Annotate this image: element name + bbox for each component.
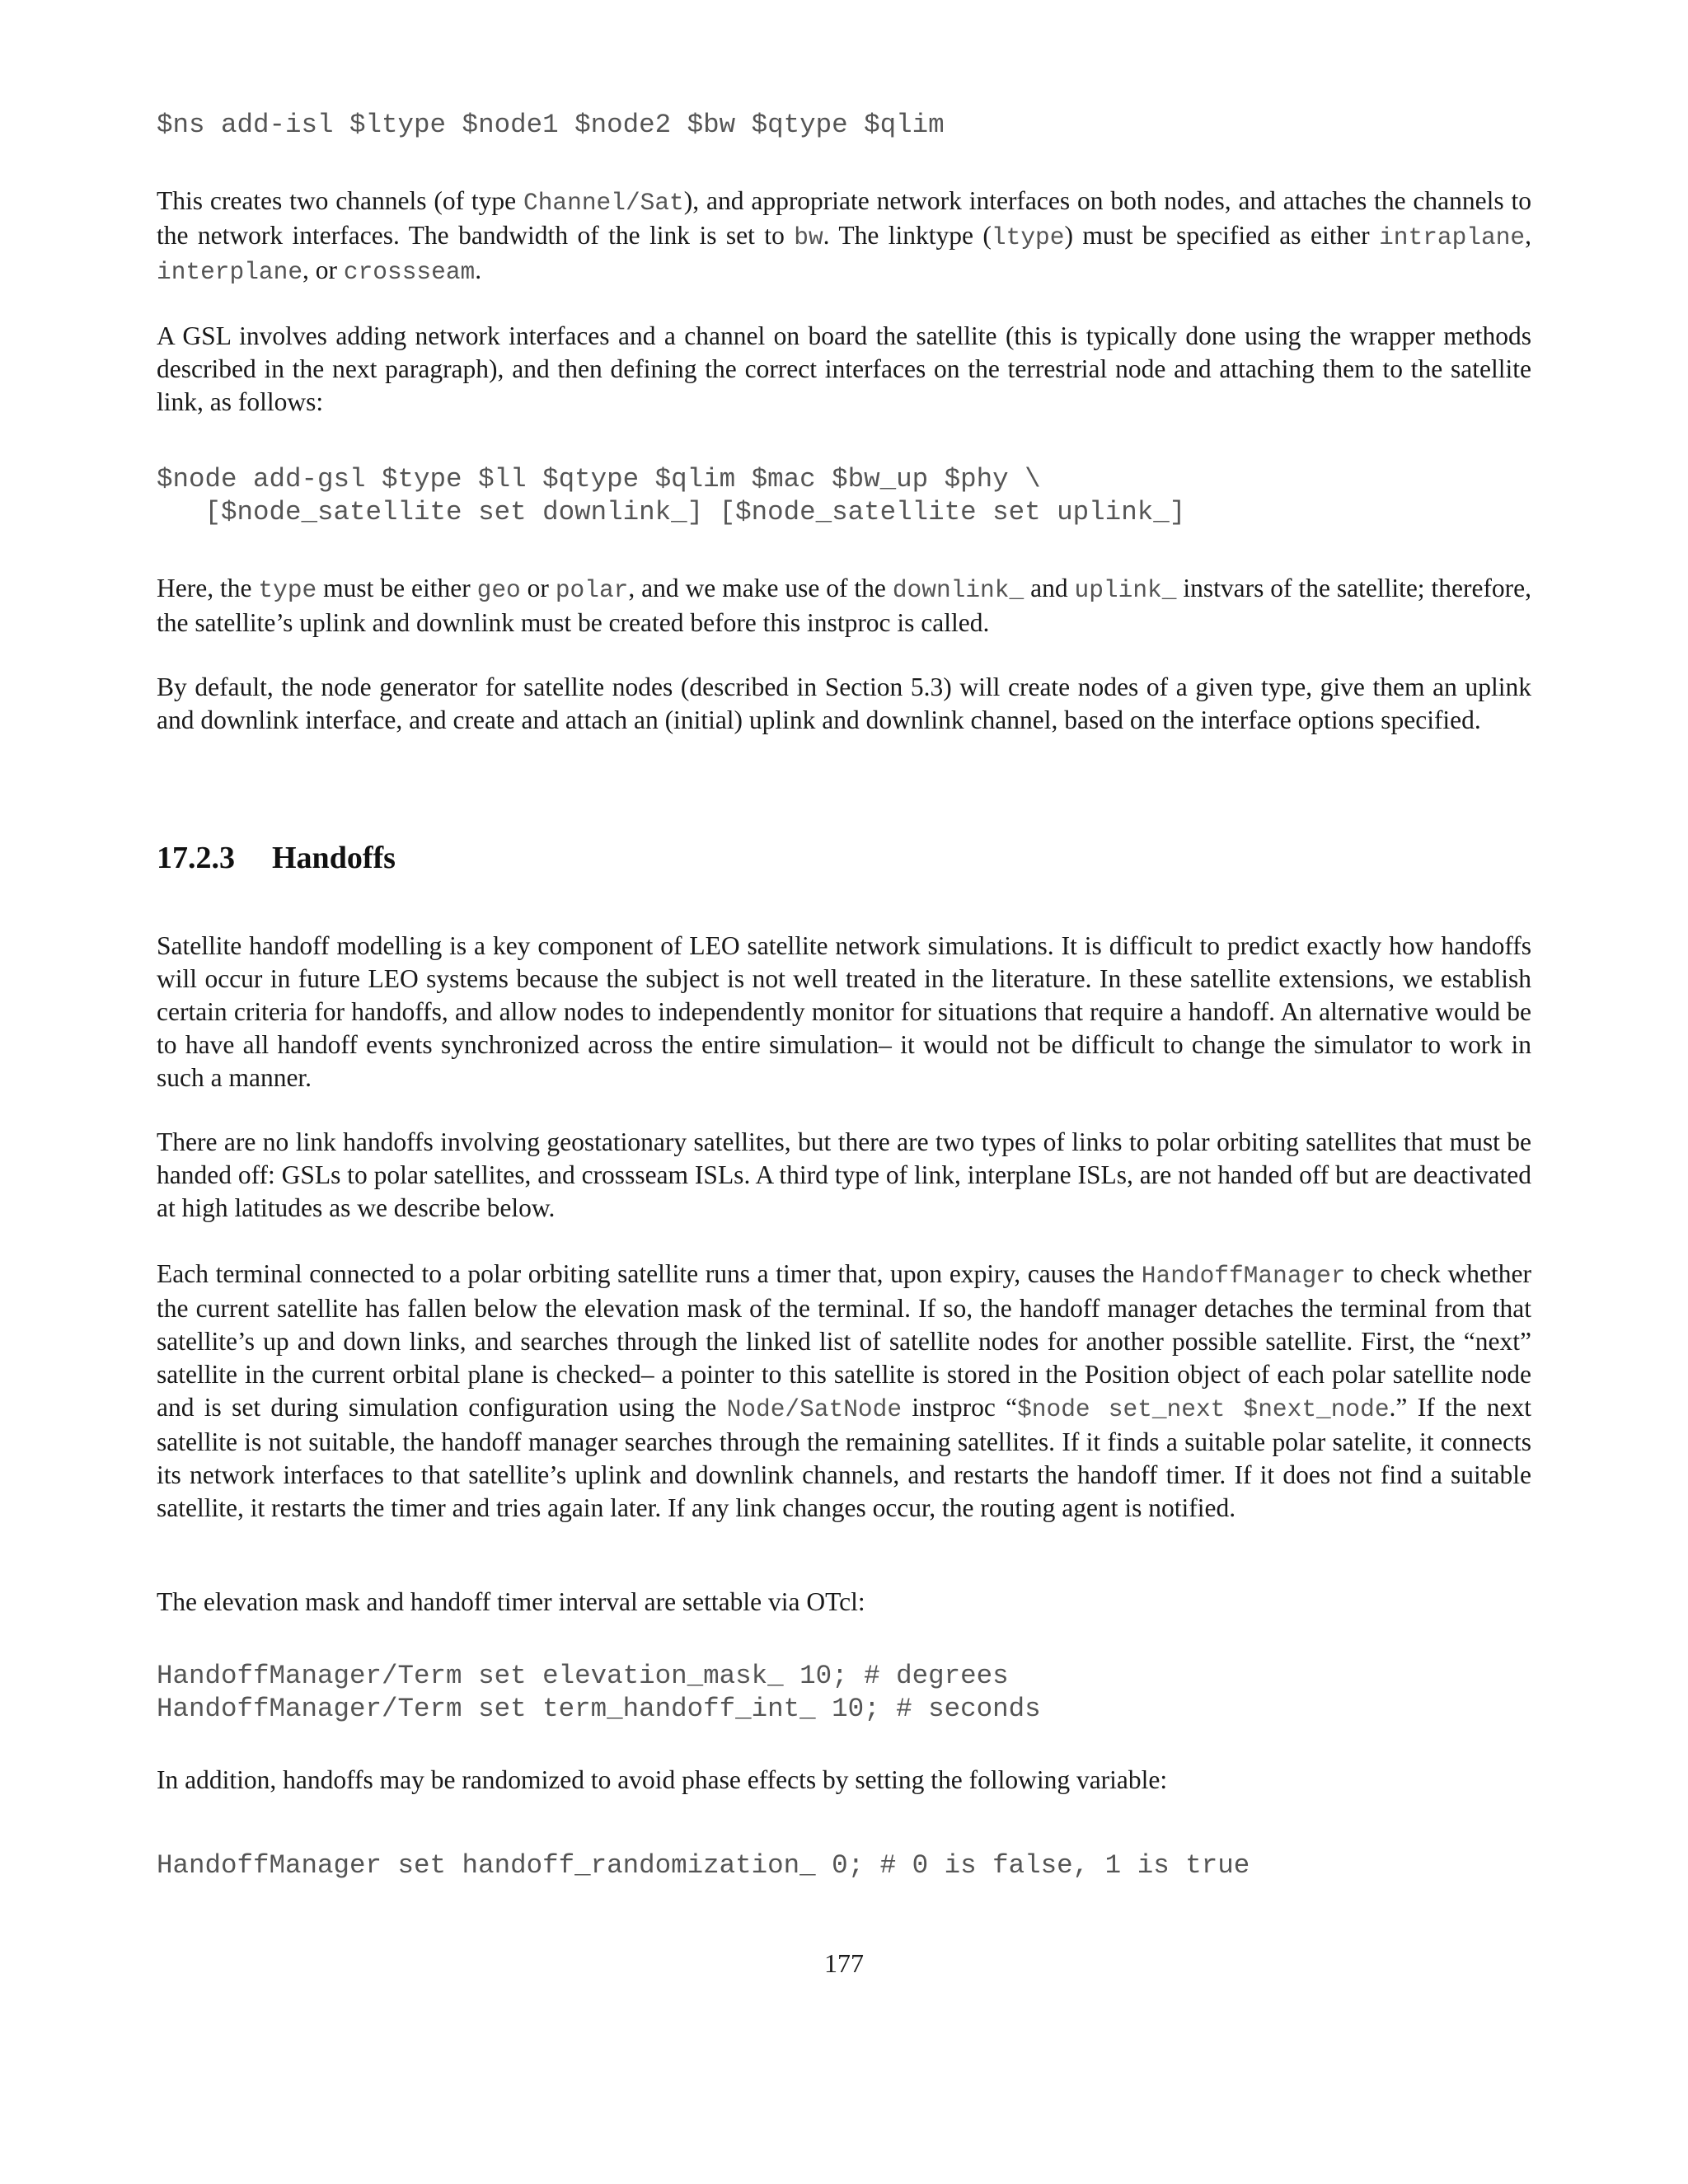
inline-code-channel-sat: Channel/Sat	[523, 189, 684, 217]
paragraph-handoff-modelling: Satellite handoff modelling is a key component of LEO satellite network simulations. It is difficult to predict exactly how handoffs will occur in future LEO systems because the subject is not well treated in the literature. In these satellite extensions, we establish certain criteria for handoffs, and allow nodes to independently monitor for situations that require a handoff. An alternative would be to have all handoff events synchronized across the entire simulation– it would not be difficult to change the simulator to work in such a manner.	[157, 931, 1531, 1092]
paragraph-link-handoffs: There are no link handoffs involving geostationary satellites, but there are two types of links to polar orbiting satellites that must be handed off: GSLs to polar satellites, and crossseam ISLs. A third type of link, interplane ISLs, are not handed off but are deactivated at high latitudes as we describe below.	[157, 1127, 1531, 1222]
code-randomization: HandoffManager set handoff_randomization_ 0; # 0 is false, 1 is true	[157, 1850, 1250, 1881]
inline-code-intraplane: intraplane	[1379, 223, 1526, 251]
inline-code-interplane: interplane	[157, 258, 303, 286]
code-add-gsl: $node add-gsl $type $ll $qtype $qlim $mac $bw_up $phy \ [$node_satellite set downlink_] [$node_satellite set uplink_]	[157, 464, 1186, 527]
inline-code-node-satnode: Node/SatNode	[726, 1395, 903, 1423]
inline-code-ltype: ltype	[991, 223, 1065, 251]
inline-code-uplink: uplink_	[1074, 576, 1177, 604]
page-number: 177	[824, 1948, 864, 1978]
section-number: 17.2.3	[157, 841, 235, 875]
code-add-isl: $ns add-isl $ltype $node1 $node2 $bw $qtype $qlim	[157, 110, 945, 140]
inline-code-set-next: $node set_next $next_node	[1017, 1395, 1390, 1423]
section-title: Handoffs	[272, 841, 396, 875]
inline-code-downlink: downlink_	[892, 576, 1025, 604]
paragraph-node-generator: By default, the node generator for satellite nodes (described in Section 5.3) will create nodes of a given type, give them an uplink and downlink interface, and create and attach an (initial) uplink and downlink channel, based on the interface options specified.	[157, 673, 1531, 734]
paragraph-gsl-type: Here, the type must be either geo or polar, and we make use of the downlink_ and uplink_ instvars of the satellite; therefore, the satellite’s uplink and downlink must be created before this instproc is called.	[157, 574, 1532, 637]
code-handoff-settings: HandoffManager/Term set elevation_mask_ 10; # degrees HandoffManager/Term set term_handoff_int_ 10; # seconds	[157, 1661, 1041, 1724]
inline-code-bw: bw	[794, 223, 823, 251]
paragraph-randomization: In addition, handoffs may be randomized to avoid phase effects by setting the following variable:	[157, 1765, 1168, 1794]
paragraph-gsl: A GSL involves adding network interfaces and a channel on board the satellite (this is typically done using the wrapper methods described in the next paragraph), and then defining the correct interfaces on the terrestrial node and attaching them to the satellite link, as follows:	[157, 321, 1531, 416]
inline-code-handoffmanager: HandoffManager	[1141, 1262, 1346, 1290]
paragraph-handoff-timer: Each terminal connected to a polar orbiting satellite runs a timer that, upon expiry, causes the HandoffManager to check whether the current satellite has fallen below the elevation mask of the terminal. If so, the handoff manager detaches the terminal from that satellite’s up and down links, and searches through the linked list of satellite nodes for another possible satellite. First, the “next” satellite in the current orbital plane is checked– a pointer to this satellite is stored in the Position object of each polar satellite node and is set during simulation configuration using the Node/SatNode instproc “$node set_next $next_node.” If the next satellite is not suitable, the handoff manager searches through the remaining satellites. If it finds a suitable polar satelite, it connects its network interfaces to that satellite’s uplink and downlink channels, and restarts the handoff timer. If it does not find a suitable satellite, it restarts the timer and tries again later. If any link changes occur, the routing agent is notified.	[157, 1259, 1532, 1522]
inline-code-crossseam: crossseam	[343, 258, 476, 286]
inline-code-type: type	[258, 576, 317, 604]
inline-code-geo: geo	[476, 576, 521, 604]
paragraph-isl-channels: This creates two channels (of type Channel/Sat), and appropriate network interfaces on both nodes, and attaches the channels to the network interfaces. The bandwidth of the link is set to bw. The linktype (ltype) must be specified as either intraplane, interplane, or crossseam.	[157, 186, 1532, 286]
inline-code-polar: polar	[555, 576, 629, 604]
paragraph-elevation-mask: The elevation mask and handoff timer interval are settable via OTcl:	[157, 1587, 865, 1616]
section-heading	[157, 837, 396, 879]
